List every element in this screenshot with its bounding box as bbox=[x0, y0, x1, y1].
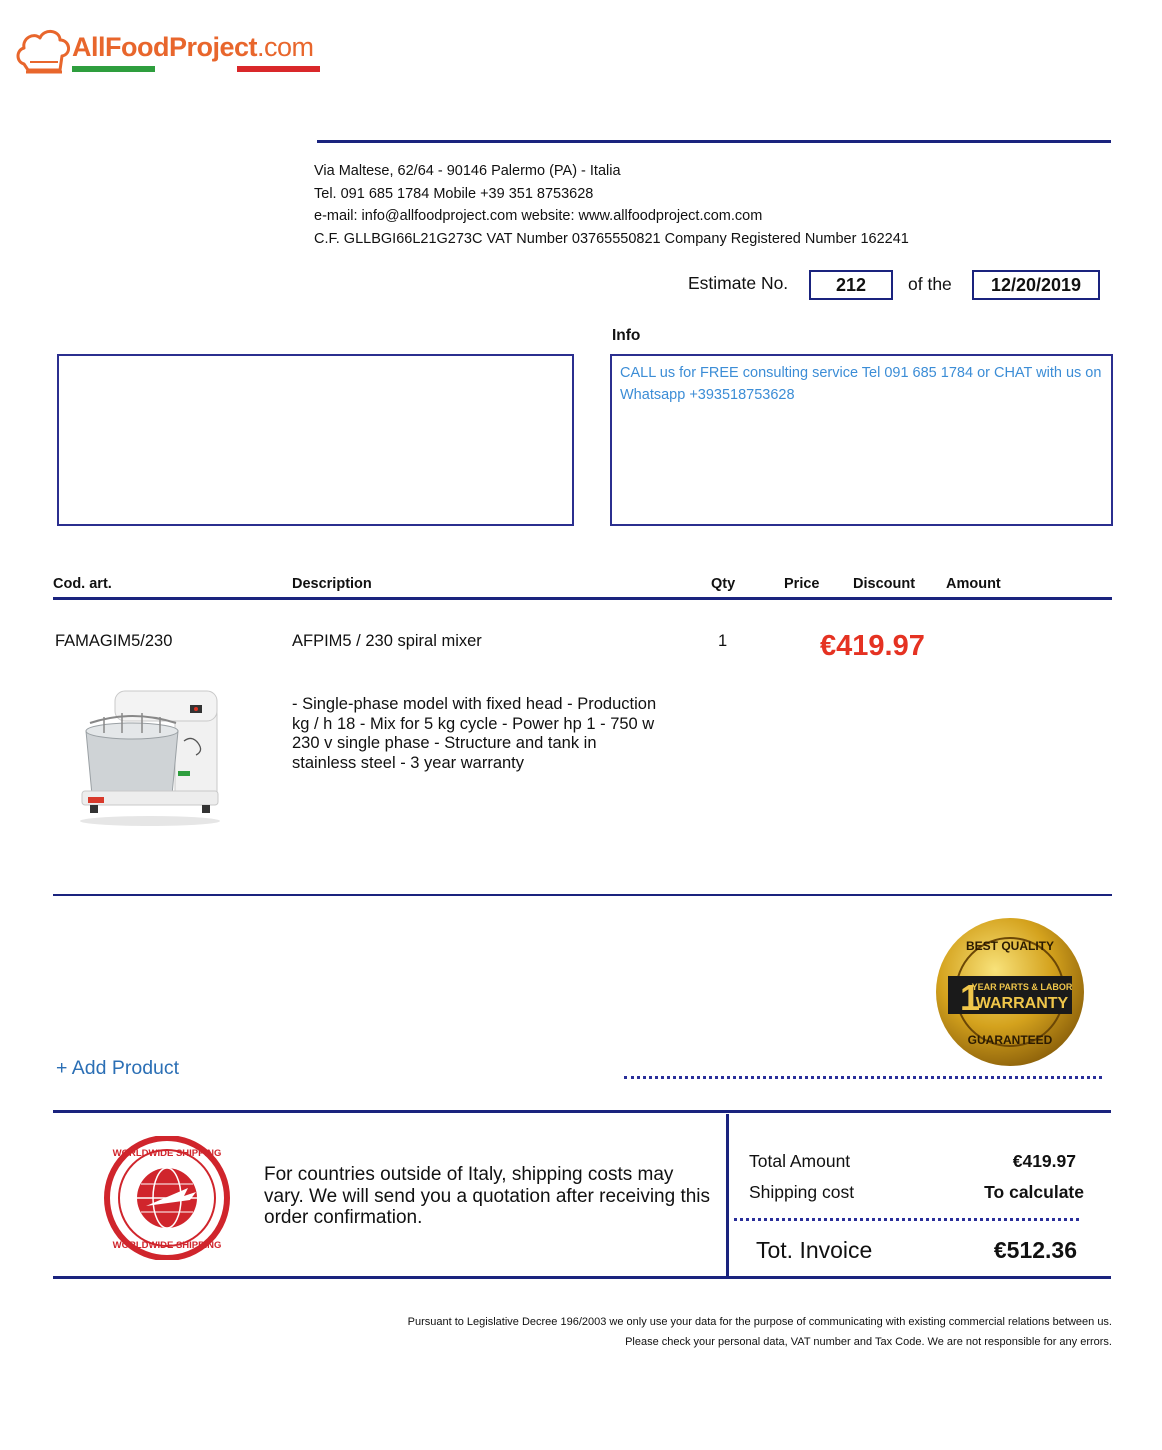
signature-dotted-line bbox=[624, 1076, 1102, 1079]
badge-number: 1 bbox=[960, 977, 981, 1018]
col-header-code: Cod. art. bbox=[53, 576, 112, 592]
table-bottom-rule bbox=[53, 894, 1112, 896]
badge-bottom-text: GUARANTEED bbox=[967, 1033, 1053, 1047]
total-amount-label: Total Amount bbox=[749, 1151, 851, 1171]
stamp-text: WORLDWIDE SHIPPING bbox=[112, 1148, 222, 1159]
header-rule bbox=[317, 140, 1111, 143]
col-header-amount: Amount bbox=[946, 576, 1001, 592]
totals-dotted-line bbox=[734, 1218, 1079, 1221]
badge-top-text: BEST QUALITY bbox=[965, 939, 1055, 953]
item-qty[interactable]: 1 bbox=[718, 632, 728, 650]
company-email-website: e-mail: info@allfoodproject.com website: www.allfoodproject.com.com bbox=[314, 208, 763, 224]
estimate-label: Estimate No. bbox=[688, 273, 789, 293]
tot-invoice-value: €512.36 bbox=[993, 1237, 1077, 1263]
item-name: AFPIM5 / 230 spiral mixer bbox=[292, 632, 482, 650]
shipping-cost-value: To calculate bbox=[984, 1182, 1084, 1202]
footer-line-1: Pursuant to Legislative Decree 196/2003 we only use your data for the purpose of communicating with existing commercial relations between us. bbox=[407, 1316, 1112, 1328]
brand-logo bbox=[16, 26, 326, 78]
badge-line1: YEAR PARTS & LABOR bbox=[971, 982, 1073, 992]
company-tax-info: C.F. GLLBGI66L21G273C VAT Number 03765550821 Company Registered Number 162241 bbox=[314, 230, 909, 247]
chef-hat-icon bbox=[16, 26, 72, 82]
table-header-rule bbox=[53, 597, 1112, 600]
col-header-discount: Discount bbox=[853, 576, 916, 592]
info-title: Info bbox=[612, 327, 641, 344]
brand-name-main: AllFoodProject bbox=[72, 32, 258, 62]
summary-divider bbox=[726, 1114, 729, 1276]
spiral-mixer-image bbox=[60, 683, 250, 828]
col-header-price: Price bbox=[784, 576, 820, 592]
company-phone: Tel. 091 685 1784 Mobile +39 351 8753628 bbox=[314, 185, 594, 202]
brand-name bbox=[72, 32, 314, 63]
summary-top-rule bbox=[53, 1110, 1111, 1113]
badge-line2: WARRANTY bbox=[975, 995, 1069, 1012]
item-price: €419.97 bbox=[820, 630, 925, 662]
shipping-note: For countries outside of Italy, shipping costs may vary. We will send you a quotation after receiving this order confirmation. bbox=[264, 1164, 711, 1228]
privacy-footer bbox=[408, 1312, 1112, 1352]
company-address: Via Maltese, 62/64 - 90146 Palermo (PA) - Italia bbox=[314, 163, 621, 179]
info-box bbox=[610, 354, 1113, 526]
stamp-text-bottom: WORLDWIDE SHIPPING bbox=[112, 1240, 222, 1251]
summary-bottom-rule bbox=[53, 1276, 1111, 1279]
estimate-date-field[interactable]: 12/20/2019 bbox=[972, 270, 1100, 300]
company-info bbox=[314, 160, 909, 250]
col-header-qty: Qty bbox=[711, 576, 736, 592]
worldwide-shipping-stamp-icon bbox=[100, 1136, 234, 1260]
item-code: FAMAGIM5/230 bbox=[55, 632, 173, 650]
info-text: CALL us for FREE consulting service Tel 091 685 1784 or CHAT with us on Whatsapp +393518753628 bbox=[620, 365, 1102, 403]
estimate-of-the-label: of the bbox=[908, 274, 952, 294]
customer-address-box[interactable] bbox=[57, 354, 574, 526]
estimate-number-field[interactable]: 212 bbox=[809, 270, 893, 300]
footer-line-2: Please check your personal data, VAT number and Tax Code. We are not responsible for any errors. bbox=[625, 1336, 1112, 1348]
warranty-badge-icon bbox=[930, 916, 1090, 1068]
item-details: - Single-phase model with fixed head - Production kg / h 18 - Mix for 5 kg cycle - Power hp 1 - 750 w 230 v single phase - Structure and tank in stainless steel - 3 year warranty bbox=[292, 695, 657, 773]
total-amount-value: €419.97 bbox=[1012, 1151, 1076, 1171]
add-product-button[interactable]: + Add Product bbox=[56, 1057, 180, 1079]
brand-name-domain: .com bbox=[257, 32, 314, 62]
italian-flag-stripe bbox=[72, 66, 320, 72]
tot-invoice-label: Tot. Invoice bbox=[756, 1237, 873, 1263]
shipping-cost-label: Shipping cost bbox=[749, 1182, 855, 1202]
col-header-description: Description bbox=[292, 576, 372, 592]
